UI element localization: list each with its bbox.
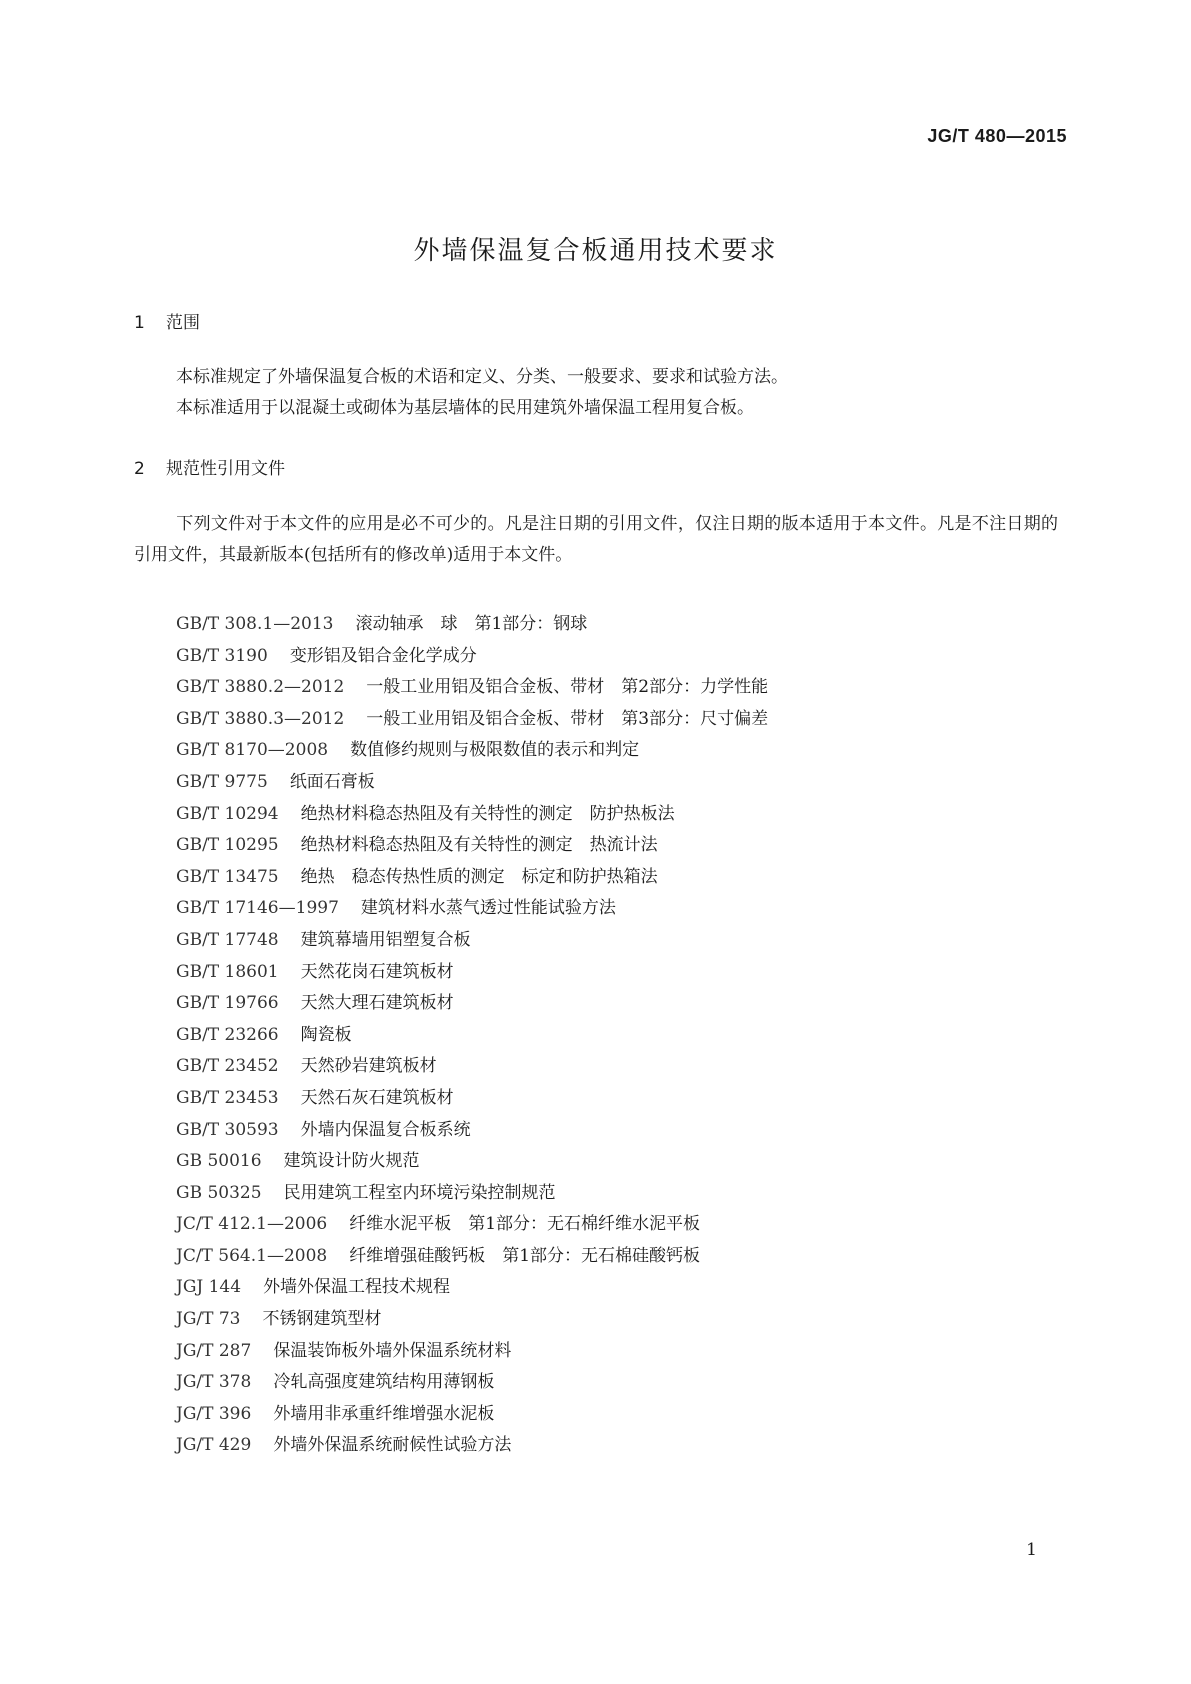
reference-title: 外墙内保温复合板系统	[300, 1119, 471, 1140]
reference-title: 外墙外保温工程技术规程	[263, 1277, 451, 1298]
section-1-number: 1	[134, 313, 145, 333]
section-1-paragraph-2	[134, 393, 1058, 424]
reference-item	[176, 1051, 768, 1083]
reference-code: GB/T 30593	[176, 1119, 279, 1140]
reference-item	[176, 1209, 768, 1241]
reference-title: 一般工业用铝及铝合金板、带材 第2部分：力学性能	[366, 677, 769, 698]
reference-item	[176, 1367, 768, 1399]
reference-code: GB/T 18601	[176, 961, 279, 982]
section-2-number: 2	[134, 459, 145, 479]
section-2-heading	[134, 454, 285, 479]
reference-title: 绝热 稳态传热性质的测定 标定和防护热箱法	[300, 866, 658, 887]
reference-code: GB 50016	[176, 1151, 262, 1172]
reference-title: 民用建筑工程室内环境污染控制规范	[283, 1182, 556, 1203]
page-number: 1	[1026, 1540, 1037, 1560]
reference-title: 陶瓷板	[300, 1024, 352, 1045]
reference-item	[176, 1178, 768, 1210]
section-1-paragraph-2-text: 本标准适用于以混凝土或砌体为基层墙体的民用建筑外墙保温工程用复合板。	[176, 398, 754, 418]
reference-code: GB/T 23452	[176, 1056, 279, 1077]
reference-item	[176, 1272, 768, 1304]
reference-code: GB/T 13475	[176, 866, 279, 887]
section-2-intro	[134, 509, 1058, 571]
reference-title: 纸面石膏板	[289, 771, 375, 792]
reference-title: 天然石灰石建筑板材	[300, 1087, 454, 1108]
reference-code: GB 50325	[176, 1182, 262, 1203]
reference-item	[176, 925, 768, 957]
reference-code: JG/T 378	[176, 1372, 252, 1393]
reference-item	[176, 1430, 768, 1462]
section-2-intro-text: 下列文件对于本文件的应用是必不可少的。凡是注日期的引用文件，仅注日期的版本适用于本文件。凡是不注日期的引用文件，其最新版本(包括所有的修改单)适用于本文件。	[134, 514, 1058, 565]
reference-title: 纤维水泥平板 第1部分：无石棉纤维水泥平板	[349, 1214, 701, 1235]
reference-item	[176, 1304, 768, 1336]
reference-item	[176, 830, 768, 862]
reference-item	[176, 704, 768, 736]
reference-title: 保温装饰板外墙外保温系统材料	[273, 1340, 512, 1361]
reference-item	[176, 988, 768, 1020]
reference-code: GB/T 10294	[176, 803, 279, 824]
reference-item	[176, 1399, 768, 1431]
reference-title: 天然花岗石建筑板材	[300, 961, 454, 982]
reference-code: GB/T 19766	[176, 993, 279, 1014]
reference-code: GB/T 17748	[176, 929, 279, 950]
reference-item	[176, 672, 768, 704]
standard-code: JG/T 480—2015	[927, 126, 1067, 146]
reference-item	[176, 641, 768, 673]
reference-item	[176, 1083, 768, 1115]
section-1-title: 范围	[166, 313, 200, 333]
reference-code: GB/T 17146—1997	[176, 898, 339, 919]
reference-title: 冷轧高强度建筑结构用薄钢板	[273, 1372, 495, 1393]
reference-code: GB/T 10295	[176, 835, 279, 856]
section-2-title: 规范性引用文件	[166, 459, 285, 479]
reference-item	[176, 862, 768, 894]
reference-code: GB/T 23266	[176, 1024, 279, 1045]
reference-item	[176, 1146, 768, 1178]
reference-item	[176, 1115, 768, 1147]
reference-code: JG/T 429	[176, 1435, 252, 1456]
reference-code: JG/T 73	[176, 1309, 241, 1330]
reference-item	[176, 1020, 768, 1052]
reference-title: 绝热材料稳态热阻及有关特性的测定 热流计法	[300, 835, 658, 856]
reference-title: 建筑材料水蒸气透过性能试验方法	[360, 898, 616, 919]
reference-title: 建筑幕墙用铝塑复合板	[300, 929, 471, 950]
reference-item	[176, 1336, 768, 1368]
reference-item	[176, 957, 768, 989]
reference-item	[176, 893, 768, 925]
section-1-paragraph-1-text: 本标准规定了外墙保温复合板的术语和定义、分类、一般要求、要求和试验方法。	[176, 367, 788, 387]
reference-code: GB/T 3190	[176, 645, 268, 666]
reference-code: GB/T 3880.3—2012	[176, 708, 345, 729]
reference-title: 外墙外保温系统耐候性试验方法	[273, 1435, 512, 1456]
reference-code: JG/T 287	[176, 1340, 252, 1361]
reference-code: JC/T 412.1—2006	[176, 1214, 328, 1235]
reference-item	[176, 735, 768, 767]
reference-title: 变形铝及铝合金化学成分	[289, 645, 477, 666]
reference-title: 建筑设计防火规范	[283, 1151, 420, 1172]
reference-title: 滚动轴承 球 第1部分：钢球	[355, 614, 588, 634]
reference-code: JGJ 144	[176, 1277, 242, 1298]
reference-code: GB/T 308.1—2013	[176, 614, 334, 634]
reference-code: GB/T 3880.2—2012	[176, 677, 345, 698]
reference-title: 一般工业用铝及铝合金板、带材 第3部分：尺寸偏差	[366, 708, 769, 729]
reference-code: GB/T 23453	[176, 1087, 279, 1108]
document-title: 外墙保温复合板通用技术要求	[413, 236, 778, 266]
normative-references-list	[176, 609, 768, 1462]
reference-title: 天然大理石建筑板材	[300, 993, 454, 1014]
reference-title: 天然砂岩建筑板材	[300, 1056, 437, 1077]
reference-code: JG/T 396	[176, 1403, 252, 1424]
section-1-paragraph-1	[134, 362, 1058, 393]
reference-item	[176, 799, 768, 831]
reference-item	[176, 1241, 768, 1273]
reference-title: 数值修约规则与极限数值的表示和判定	[350, 740, 640, 761]
reference-item	[176, 767, 768, 799]
reference-title: 不锈钢建筑型材	[262, 1309, 382, 1330]
reference-item	[176, 609, 768, 641]
reference-code: GB/T 9775	[176, 771, 268, 792]
reference-code: JC/T 564.1—2008	[176, 1245, 328, 1266]
reference-code: GB/T 8170—2008	[176, 740, 329, 761]
reference-title: 外墙用非承重纤维增强水泥板	[273, 1403, 495, 1424]
section-1-heading	[134, 308, 200, 333]
reference-title: 纤维增强硅酸钙板 第1部分：无石棉硅酸钙板	[349, 1245, 701, 1266]
reference-title: 绝热材料稳态热阻及有关特性的测定 防护热板法	[300, 803, 675, 824]
